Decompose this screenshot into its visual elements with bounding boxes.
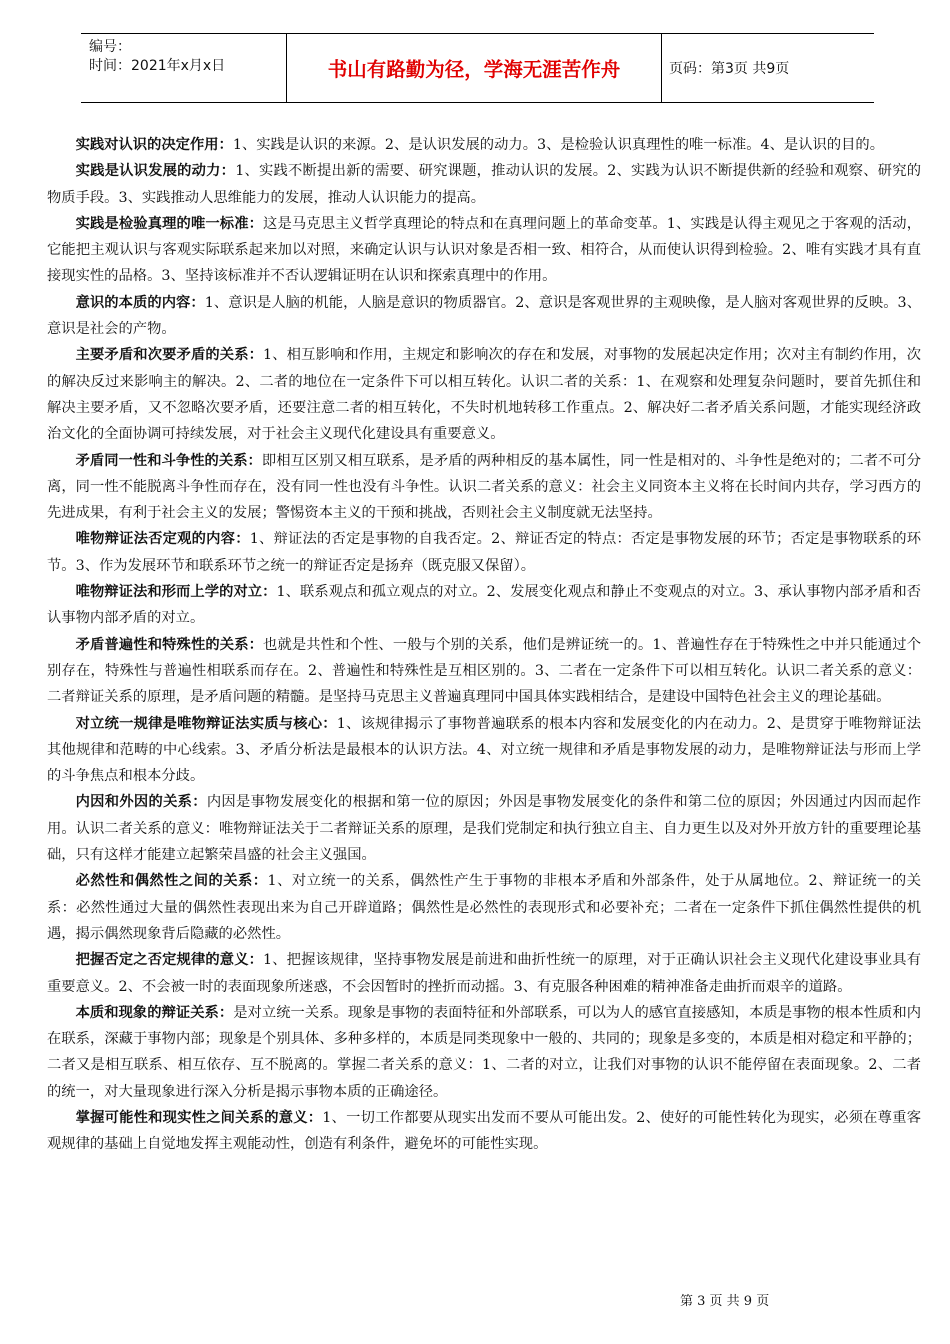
paragraph-text: 1、辩证法的否定是事物的自我否定。2、辩证否定的特点：否定是事物发展的环节；否定是事物联系的环节。3、作为发展环节和联系环节之统一的辩证否定是扬弃（既克服又保留）。 xyxy=(47,531,922,574)
paragraph-text: 1、该规律揭示了事物普遍联系的根本内容和发展变化的内在动力。2、是贯穿于唯物辩证法其他规律和范畴的中心线索。3、矛盾分析法是最根本的认识方法。4、对立统一规律和矛盾是事物发展的动力，是唯物辩证法与形而上学的斗争焦点和根本分歧。 xyxy=(47,715,921,785)
paragraph-title: 矛盾普遍性和特殊性的关系： xyxy=(75,636,264,653)
paragraph-text: 这是马克思主义哲学真理论的特点和在真理问题上的革命变革。1、实践是认得主观见之于客观的活动，它能把主观认识与客观实际联系起来加以对照，来确定认识与认识对象是否相一致、相符合，从而使认识得到检验。2、唯有实践才具有直接现实性的品格。3、坚持该标准并不否认逻辑证明在认识和探索真理中的作用。 xyxy=(47,215,922,285)
paragraph-text: 1、联系观点和孤立观点的对立。2、发展变化观点和静止不变观点的对立。3、承认事物内部矛盾和否认事物内部矛盾的对立。 xyxy=(47,584,921,627)
paragraph-text: 1、意识是人脑的机能，人脑是意识的物质器官。2、意识是客观世界的主观映像，是人脑对客观世界的反映。3、意识是社会的产物。 xyxy=(47,294,922,338)
paragraph-text: 1、把握该规律，坚持事物发展是前进和曲折性统一的原理，对于正确认识社会主义现代化建设事业具有重要意义。2、不会被一时的表面现象所迷惑，不会因暂时的挫折而动摇。3、有克服各种困难的精神准备走曲折而艰辛的道路。 xyxy=(47,952,922,995)
paragraph xyxy=(47,947,921,1000)
paragraph-title: 唯物辩证法和形而上学的对立： xyxy=(75,584,277,601)
paragraph xyxy=(47,158,921,211)
paragraph xyxy=(47,632,921,711)
paragraph-title: 掌握可能性和现实性之间关系的意义： xyxy=(75,1109,323,1126)
paragraph-text: 即相互区别又相互联系，是矛盾的两种相反的基本属性，同一性是相对的、斗争性是绝对的；二者不可分离，同一性不能脱离斗争性而存在，没有同一性也没有斗争性。认识二者关系的意义：社会主义同资本主义将在长时间内共存，学习西方的先进成果，有利于社会主义的发展；警惕资本主义的干预和挑战，否则社会主义制度就无法坚持。 xyxy=(47,452,922,522)
time-label: 时间：2021年x月x日 xyxy=(89,58,226,74)
paragraph-title: 主要矛盾和次要矛盾的关系： xyxy=(75,347,264,364)
paragraph xyxy=(47,342,921,447)
paragraph-text: 1、实践不断提出新的需要、研究课题，推动认识的发展。2、实践为认识不断提供新的经验和观察、研究的物质手段。3、实践推动人思维能力的发展，推动人认识能力的提高。 xyxy=(47,163,922,206)
paragraph-title: 把握否定之否定规律的意义： xyxy=(75,952,264,969)
paragraph xyxy=(47,448,921,527)
paragraph-text: 也就是共性和个性、一般与个别的关系，他们是辨证统一的。1、普遍性存在于特殊性之中并只能通过个别存在，特殊性与普遍性相联系而存在。2、普遍性和特殊性是互相区别的。3、二者在一定条件下可以相互转化。认识二者关系的意义：二者辩证关系的原理，是矛盾问题的精髓。是坚持马克思主义普遍真理同中国具体实践相结合，是建设中国特色社会主义的理论基础。 xyxy=(47,636,922,706)
paragraph xyxy=(47,526,921,579)
paragraph xyxy=(47,579,921,632)
paragraph-title: 内因和外因的关系： xyxy=(75,794,207,811)
header-meta xyxy=(81,34,286,102)
paragraph-text: 是对立统一关系。现象是事物的表面特征和外部联系，可以为人的感官直接感知，本质是事物的根本性质和内在联系，深藏于事物内部；现象是个别具体、多种多样的，本质是同类现象中一般的、共同的；现象是多变的，本质是相对稳定和平静的；二者又是相互联系、相互依存、互不脱离的。掌握二者关系的意义：1、二者的对立，让我们对事物的认识不能停留在表面现象。2、二者的统一，对大量现象进行深入分析是揭示事物本质的正确途径。 xyxy=(47,1004,921,1100)
paragraph xyxy=(47,1105,921,1158)
paragraph xyxy=(47,290,921,343)
paragraph xyxy=(47,711,921,790)
paragraph-title: 实践是检验真理的唯一标准： xyxy=(75,215,264,232)
paragraph xyxy=(47,789,921,868)
header-motto: 书山有路勤为径，学海无涯苦作舟 xyxy=(286,34,662,102)
paragraph-text: 内因是事物发展变化的根据和第一位的原因；外因是事物发展变化的条件和第二位的原因；外因通过内因而起作用。认识二者关系的意义：唯物辩证法关于二者辩证关系的原理，是我们党制定和执行独立自主、自力更生以及对外开放方针的重要理论基础，只有这样才能建立起繁荣昌盛的社会主义强国。 xyxy=(47,794,922,864)
number-label: 编号： xyxy=(89,39,131,55)
paragraph-title: 实践对认识的决定作用： xyxy=(75,137,233,153)
paragraph-title: 矛盾同一性和斗争性的关系： xyxy=(75,452,262,469)
paragraph-text: 1、一切工作都要从现实出发而不要从可能出发。2、使好的可能性转化为现实，必须在尊重客观规律的基础上自觉地发挥主观能动性，创造有利条件，避免坏的可能性实现。 xyxy=(47,1109,921,1153)
paragraph-title: 必然性和偶然性之间的关系： xyxy=(75,873,268,890)
paragraph-title: 意识的本质的内容： xyxy=(75,294,205,311)
page-footer: 第 3 页 共 9 页 xyxy=(680,1294,770,1309)
paragraph-text: 1、对立统一的关系，偶然性产生于事物的非根本矛盾和外部条件，处于从属地位。2、辩证统一的关系：必然性通过大量的偶然性表现出来为自己开辟道路；偶然性是必然性的表现形式和必要补充；二者在一定条件下抓住偶然性提供的机遇，揭示偶然现象背后隐藏的必然性。 xyxy=(47,873,921,942)
paragraph-title: 唯物辩证法否定观的内容： xyxy=(75,531,250,548)
paragraph xyxy=(47,211,921,290)
paragraph-title: 对立统一规律是唯物辩证法实质与核心： xyxy=(75,715,337,732)
paragraph-title: 本质和现象的辩证关系： xyxy=(75,1004,234,1021)
paragraph-text: 1、实践是认识的来源。2、是认识发展的动力。3、是检验认识真理性的唯一标准。4、是认识的目的。 xyxy=(232,137,885,153)
paragraph xyxy=(47,1000,921,1105)
page-header xyxy=(81,33,874,103)
paragraph-text: 1、相互影响和作用，主规定和影响次的存在和发展，对事物的发展起决定作用；次对主有制约作用，次的解决反过来影响主的解决。2、二者的地位在一定条件下可以相互转化。认识二者的关系：1、在观察和处理复杂问题时，要首先抓住和解决主要矛盾，又不忽略次要矛盾，还要注意二者的相互转化，不失时机地转移工作重点。2、解决好二者矛盾关系问题，才能实现经济政治文化的全面协调可持续发展，对于社会主义现代化建设具有重要意义。 xyxy=(47,347,922,443)
paragraph xyxy=(47,132,921,158)
paragraph xyxy=(47,868,921,947)
paragraph-title: 实践是认识发展的动力： xyxy=(75,163,236,180)
header-page-info: 页码：第3页 共9页 xyxy=(669,61,790,77)
document-body xyxy=(47,132,921,1158)
